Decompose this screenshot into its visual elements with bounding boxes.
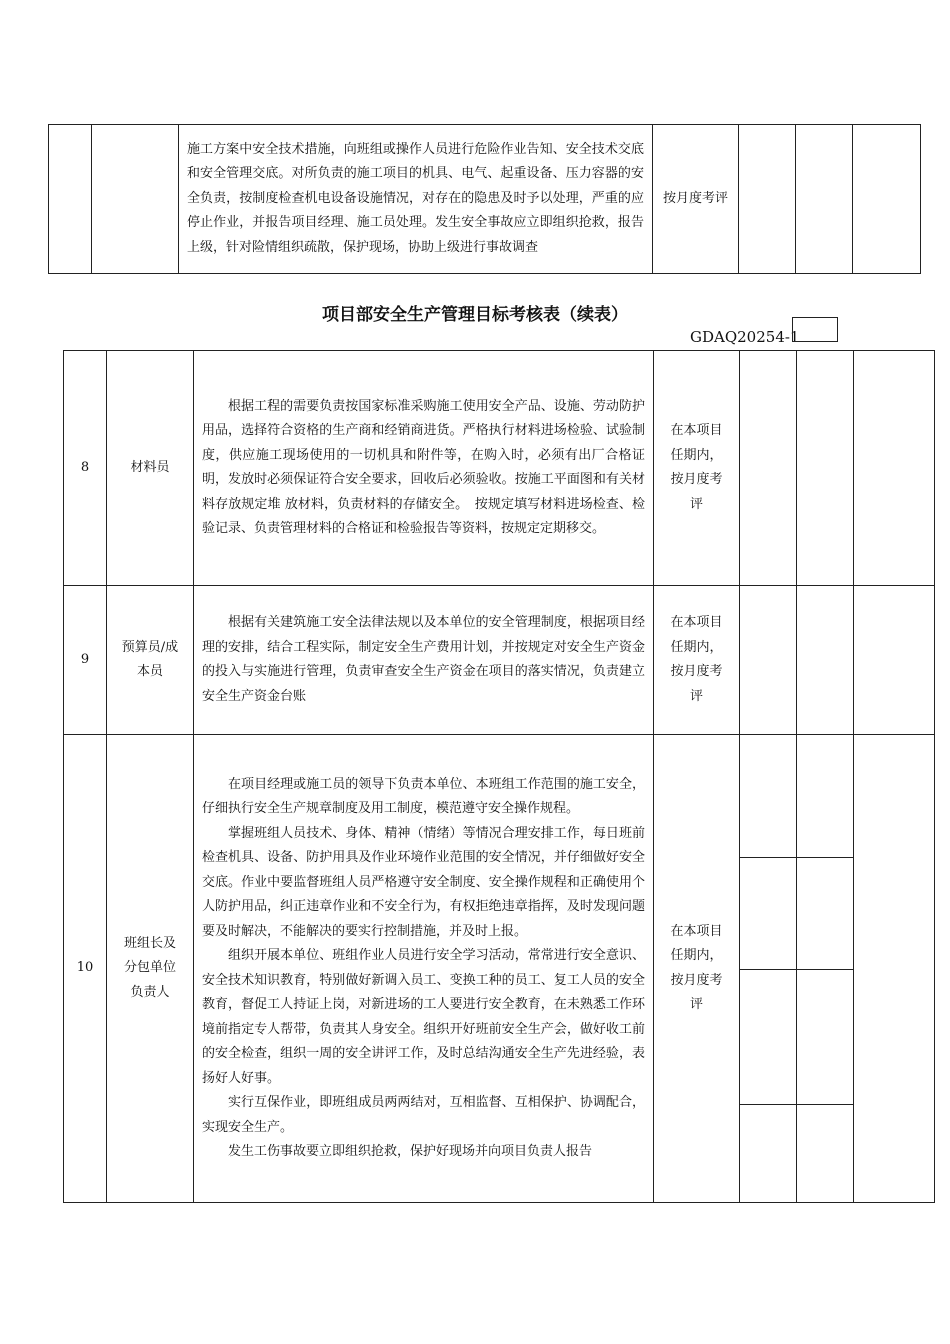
period-cell [654,735,740,1203]
role-cell [107,351,194,586]
period-text: 按月度考评 [663,190,729,206]
page-title: 项目部安全生产管理目标考核表（续表） [322,305,628,325]
period-cell [654,586,740,735]
period-text: 在本项目任期内，按月度考评 [670,615,723,704]
table-row [64,351,935,586]
content-cell [179,125,653,274]
period-text: 在本项目任期内，按月度考评 [670,423,723,512]
score-cell [740,351,797,586]
form-code: GDAQ20254-1 [690,328,800,346]
score-cell [797,351,854,586]
role-cell [92,125,179,274]
score-subcell-group [797,735,854,1203]
role-cell [107,586,194,735]
score-cell [740,735,796,857]
content-paragraph: 在项目经理或施工员的领导下负责本单位、本班组工作范围的施工安全，仔细执行安全生产规章制度及用工制度，模范遵守安全操作规程。 [202,776,645,816]
no-cell [49,125,92,274]
table-row [49,125,921,274]
score-cell [740,586,797,735]
period-cell [653,125,739,274]
role-cell [107,735,194,1203]
content-cell [194,586,654,735]
score-cell [854,586,935,735]
score-cell [740,857,796,969]
content-text: 施工方案中安全技术措施，向班组或操作人员进行危险作业告知、安全技术交底和安全管理交底。对所负责的施工项目的机具、电气、起重设备、压力容器的安全负责，按制度检查机电设备设施情况，对存在的隐患及时予以处理，严重的应停止作业，并报告项目经理、施工员处理。发生安全事故应立即组织抢救，报告上级，针对险情组织疏散，保护现场，协助上级进行事故调查 [187,141,644,255]
content-paragraph: 掌握班组人员技术、身体、精神（情绪）等情况合理安排工作，每日班前检查机具、设备、防护用具及作业环境作业范围的安全情况，并仔细做好安全交底。作业中要监督班组人员严格遵守安全制度、安全操作规程和正确使用个人防护用品，纠正违章作业和不安全行为，有权拒绝违章指挥，及时发现问题要及时解决，不能解决的要实行控制措施，并及时上报。 [202,825,645,939]
content-paragraph: 实行互保作业，即班组成员两两结对，互相监督、互相保护、协调配合，实现安全生产。 [202,1095,645,1135]
content-paragraph: 根据工程的需要负责按国家标准采购施工使用安全产品、设施、劳动防护用品，选择符合资格的生产商和经销商进货。严格执行材料进场检验、试验制度，供应施工现场使用的一切机具和附件等，在购入时，必须有出厂合格证明，发放时必须保证符合安全要求，回收后必须验收。按施工平面图和有关材料存放规定堆 放材料，负责材料的存储安全。 按规定填写材料进场检查、检验记录、负责管理材料的合格证和检验报告等资料，按规定定期移交。 [202,398,645,536]
content-paragraph: 发生工伤事故要立即组织抢救，保护好现场并向项目负责人报告 [228,1144,593,1159]
score-cell [796,125,853,274]
score-cell [797,735,853,857]
top-continuation-table [48,124,921,274]
no-cell: 8 [64,351,107,586]
score-subcell-group [740,735,797,1203]
table-row [64,735,935,1203]
score-cell [797,969,853,1104]
score-cell [854,735,935,1203]
content-paragraph: 根据有关建筑施工安全法律法规以及本单位的安全管理制度，根据项目经理的安排，结合工程实际，制定安全生产费用计划，并按规定对安全生产资金的投入与实施进行管理，负责审查安全生产资金在项目的落实情况，负责建立安全生产资金台账 [202,615,645,704]
score-cell [797,1104,853,1105]
score-subtable [797,735,853,1105]
role-text: 材料员 [130,459,170,475]
content-cell [194,735,654,1203]
assessment-table [63,350,935,1203]
score-subtable [740,735,796,1105]
role-text: 班组长及分包单位负责人 [123,935,176,1000]
no-cell: 9 [64,586,107,735]
content-paragraph: 组织开展本单位、班组作业人员进行安全学习活动，常常进行安全意识、安全技术知识教育，特别做好新调入员工、变换工种的员工、复工人员的安全教育，督促工人持证上岗，对新进场的工人要进行安全教育，在未熟悉工作环境前指定专人帮带，负责其人身安全。组织开好班前安全生产会，做好收工前的安全检查，组织一周的安全讲评工作，及时总结沟通安全生产先进经验，表扬好人好事。 [202,948,645,1086]
score-cell [797,857,853,969]
score-cell [797,586,854,735]
score-cell [740,969,796,1104]
table-row [64,586,935,735]
score-cell [739,125,796,274]
code-box [792,317,838,342]
period-cell [654,351,740,586]
role-text: 预算员/成本员 [121,639,179,679]
no-cell: 10 [64,735,107,1203]
score-cell [740,1104,796,1105]
content-cell [194,351,654,586]
period-text: 在本项目任期内，按月度考评 [670,923,723,1012]
score-cell [854,351,935,586]
score-cell [853,125,921,274]
